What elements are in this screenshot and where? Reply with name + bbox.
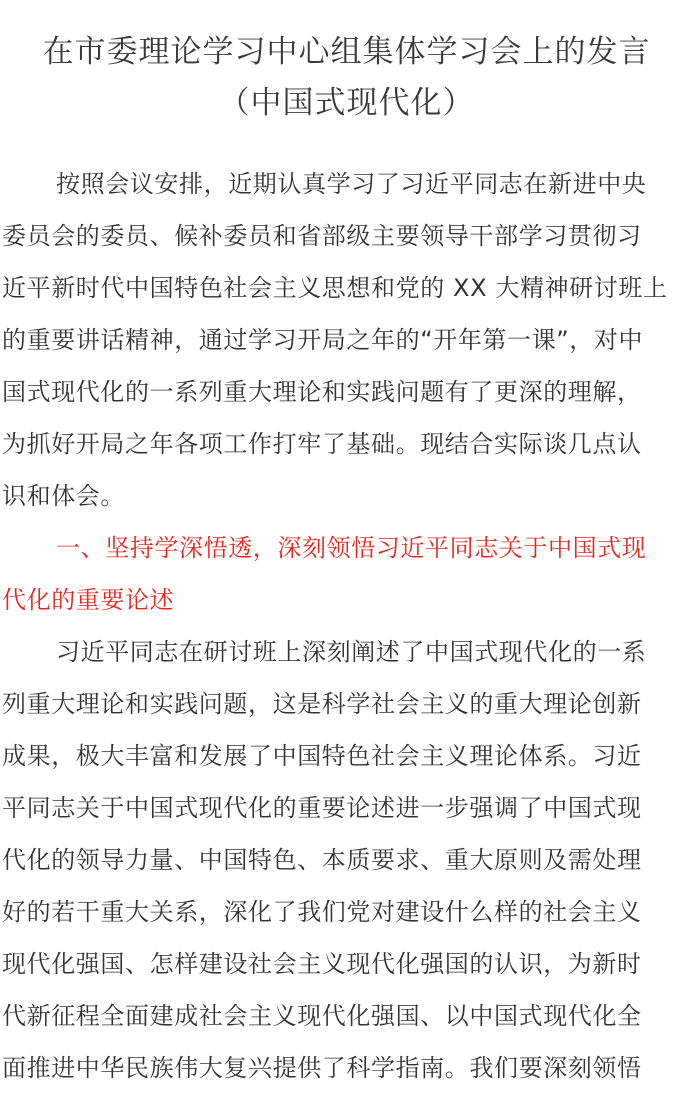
- paragraph-line: 列重大理论和实践问题，这是科学社会主义的重大理论创新: [2, 690, 642, 718]
- paragraph-line: 面推进中华民族伟大复兴提供了科学指南。我们要深刻领悟: [2, 1054, 642, 1082]
- document-subtitle: （中国式现代化）: [218, 85, 475, 121]
- paragraph-line: 平同志关于中国式现代化的重要论述进一步强调了中国式现: [2, 794, 642, 822]
- paragraph-line: 国式现代化的一系列重大理论和实践问题有了更深的理解，: [2, 378, 642, 406]
- paragraph-line: 按照会议安排，近期认真学习了习近平同志在新进中央: [56, 170, 647, 198]
- paragraph-line: 好的若干重大关系，深化了我们党对建设什么样的社会主义: [2, 898, 642, 926]
- paragraph-line: 现代化强国、怎样建设社会主义现代化强国的认识，为新时: [2, 950, 642, 978]
- paragraph-2: [2, 626, 693, 1094]
- paragraph-line: 的重要讲话精神，通过学习开局之年的“开年第一课”，对中: [2, 326, 644, 354]
- paragraph-line: 委员会的委员、候补委员和省部级主要领导干部学习贯彻习: [2, 222, 642, 250]
- paragraph-line: 为抓好开局之年各项工作打牢了基础。现结合实际谈几点认: [2, 430, 642, 458]
- paragraph-line: 识和体会。: [2, 482, 125, 510]
- document-title: 在市委理论学习中心组集体学习会上的发言: [42, 34, 651, 70]
- paragraph-line: 习近平同志在研讨班上深刻阐述了中国式现代化的一系: [56, 638, 647, 666]
- section-heading-line: 一、坚持学深悟透，深刻领悟习近平同志关于中国式现: [56, 534, 647, 562]
- document-body: [0, 158, 693, 1094]
- paragraph-line: 代化的领导力量、中国特色、本质要求、重大原则及需处理: [2, 846, 642, 874]
- paragraph-line: 代新征程全面建成社会主义现代化强国、以中国式现代化全: [2, 1002, 642, 1030]
- section-heading-1: [2, 522, 693, 626]
- paragraph-line: 成果，极大丰富和发展了中国特色社会主义理论体系。习近: [2, 742, 642, 770]
- paragraph-1: [2, 158, 693, 522]
- section-heading-line: 代化的重要论述: [2, 586, 175, 614]
- paragraph-line: 近平新时代中国特色社会主义思想和党的 XX 大精神研讨班上: [2, 274, 668, 302]
